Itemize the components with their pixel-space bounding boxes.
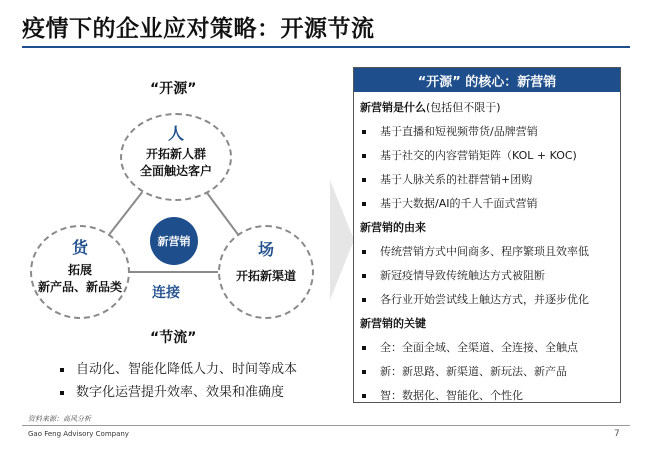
node-people-line1: 开拓新人群: [145, 147, 206, 161]
list-item-text: 新冠疫情导致传统触达方式被阻断: [380, 269, 545, 282]
list-item-text: 智：数据化、智能化、个性化: [380, 389, 523, 402]
panel-heading: [360, 216, 616, 240]
list-item-text: 新：新思路、新渠道、新玩法、新产品: [380, 365, 567, 378]
node-venue: [218, 225, 314, 319]
list-item: [360, 264, 616, 288]
list-item: [360, 192, 616, 216]
source-note: 资料来源：高风分析: [28, 415, 91, 423]
kaiyuan-label: “开源”: [150, 81, 197, 97]
node-goods-line1: 拓展: [67, 263, 92, 277]
center-badge: 新营销: [150, 217, 198, 265]
panel-heading-text: 新营销的由来: [360, 221, 426, 234]
page-number: 7: [614, 429, 620, 439]
node-people-line2: 全面触达客户: [139, 164, 212, 178]
chevron-right-icon: [330, 180, 354, 300]
list-item: 数字化运营提升效率、效果和准确度: [60, 381, 297, 404]
list-item-text: 各行业开始尝试线上触达方式，并逐步优化: [380, 293, 589, 306]
list-item-text: 基于直播和短视频带货/品牌营销: [380, 125, 538, 138]
jieliu-label: “节流”: [150, 330, 197, 346]
jieliu-bullet-list: [60, 358, 297, 404]
list-item-text: 基于大数据/AI的千人千面式营销: [380, 197, 538, 210]
node-people: [120, 113, 232, 201]
bullet-dot-icon: [362, 274, 366, 278]
list-item: [360, 288, 616, 312]
panel-body: [360, 96, 616, 408]
list-item: [360, 168, 616, 192]
list-item-text: 基于人脉关系的社群营销+团购: [380, 173, 533, 186]
bullet-dot-icon: [362, 394, 366, 398]
connect-label: 连接: [152, 285, 180, 301]
list-item: [360, 240, 616, 264]
list-item: 自动化、智能化降低人力、时间等成本: [60, 358, 297, 381]
panel-heading: [360, 312, 616, 336]
panel-heading-text: 新营销的关键: [360, 317, 426, 330]
list-item: [360, 336, 616, 360]
bullet-dot-icon: [362, 154, 366, 158]
page-title: 疫情下的企业应对策略：开源节流: [22, 16, 375, 42]
panel-heading-note: (包括但不限于): [426, 101, 501, 114]
node-venue-line1: 开拓新渠道: [235, 269, 296, 283]
bullet-dot-icon: [60, 368, 64, 372]
bullet-dot-icon: [362, 370, 366, 374]
node-venue-title: 场: [257, 240, 274, 259]
panel-header: “开源” 的核心：新营销: [354, 68, 620, 92]
list-item-text: 传统营销方式中间商多、程序繁琐且效率低: [380, 245, 589, 258]
bullet-dot-icon: [362, 178, 366, 182]
node-goods-title: 货: [71, 238, 88, 257]
list-item: [360, 144, 616, 168]
node-goods-line2: 新产品、新品类: [37, 280, 122, 294]
panel-heading-text: 新营销是什么: [360, 101, 426, 114]
footer-divider: [22, 425, 630, 426]
bullet-dot-icon: [362, 298, 366, 302]
company-name: Gao Feng Advisory Company: [28, 430, 129, 438]
bullet-dot-icon: [362, 346, 366, 350]
list-item: [360, 384, 616, 408]
bullet-dot-icon: [362, 250, 366, 254]
list-item-text: 基于社交的内容营销矩阵（KOL + KOC): [380, 149, 577, 162]
list-item: [360, 360, 616, 384]
new-marketing-panel: [353, 67, 621, 403]
bullet-dot-icon: [362, 202, 366, 206]
list-item-text: 全：全面全域、全渠道、全连接、全触点: [380, 341, 578, 354]
node-people-title: 人: [167, 124, 184, 143]
panel-heading: [360, 96, 616, 120]
bullet-dot-icon: [362, 130, 366, 134]
node-goods: [30, 225, 130, 319]
bullet-dot-icon: [60, 391, 64, 395]
list-item: [360, 120, 616, 144]
